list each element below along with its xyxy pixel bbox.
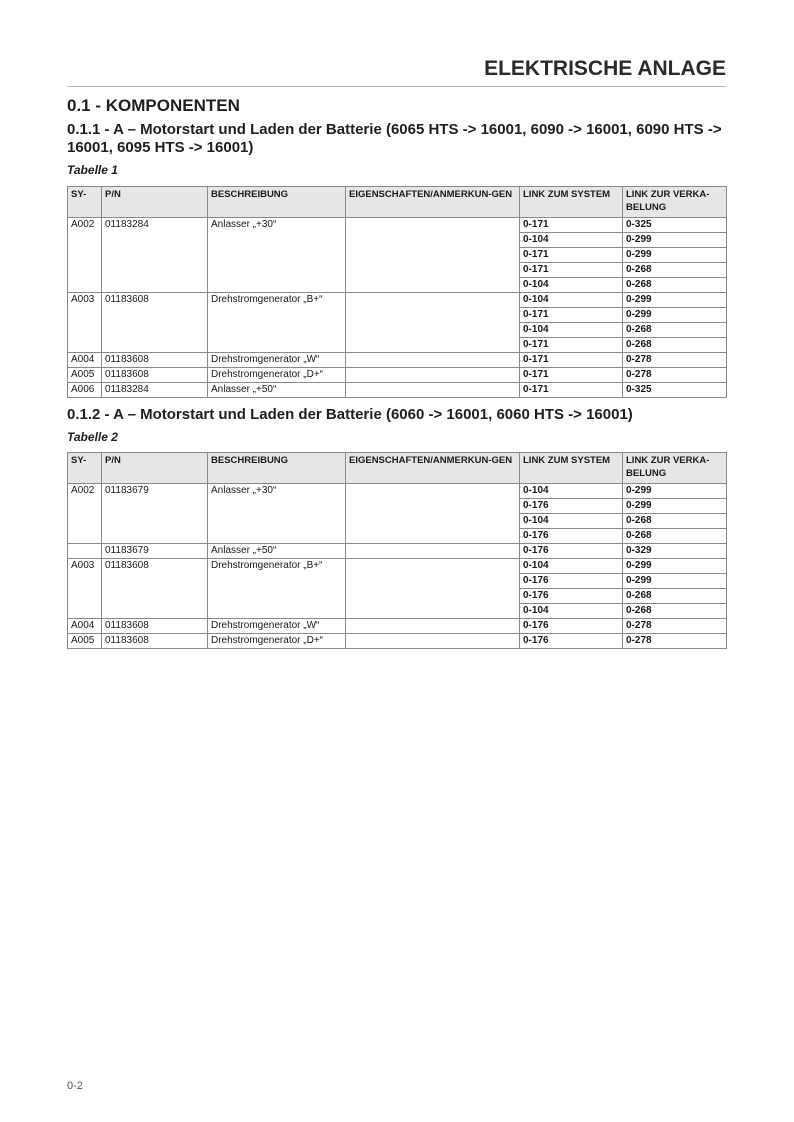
col-header-properties: EIGENSCHAFTEN/ANMERKUN-GEN (346, 453, 520, 484)
cell-sy: A002 (68, 218, 102, 233)
cell-sy (68, 604, 102, 619)
table-row (68, 248, 727, 263)
cell-properties (346, 499, 520, 514)
cell-link-system: 0-171 (520, 218, 623, 233)
cell-link-system: 0-176 (520, 544, 623, 559)
cell-properties (346, 233, 520, 248)
cell-link-wiring: 0-268 (623, 589, 727, 604)
cell-properties (346, 529, 520, 544)
cell-description: Anlasser „+50“ (208, 383, 346, 398)
cell-sy (68, 278, 102, 293)
cell-pn (102, 338, 208, 353)
cell-properties (346, 514, 520, 529)
cell-pn: 01183608 (102, 368, 208, 383)
table-row (68, 293, 727, 308)
cell-link-system: 0-171 (520, 353, 623, 368)
cell-description (208, 248, 346, 263)
cell-link-wiring: 0-299 (623, 499, 727, 514)
table-row (68, 368, 727, 383)
table-row (68, 233, 727, 248)
cell-link-wiring: 0-299 (623, 574, 727, 589)
cell-pn (102, 589, 208, 604)
cell-properties (346, 323, 520, 338)
cell-link-system: 0-171 (520, 383, 623, 398)
table-row (68, 383, 727, 398)
subsection-2-title: 0.1.2 - A – Motorstart und Laden der Batterie (6060 -> 16001, 6060 HTS -> 16001) (67, 406, 633, 423)
cell-link-wiring: 0-278 (623, 619, 727, 634)
cell-sy (68, 263, 102, 278)
table-row (68, 604, 727, 619)
cell-description: Anlasser „+30“ (208, 484, 346, 499)
table-row (68, 574, 727, 589)
cell-sy: A006 (68, 383, 102, 398)
cell-description: Drehstromgenerator „B+“ (208, 293, 346, 308)
cell-pn: 01183608 (102, 634, 208, 649)
cell-link-system: 0-171 (520, 308, 623, 323)
cell-pn: 01183608 (102, 353, 208, 368)
cell-sy (68, 338, 102, 353)
cell-sy: A004 (68, 353, 102, 368)
cell-sy (68, 323, 102, 338)
cell-properties (346, 308, 520, 323)
cell-sy (68, 589, 102, 604)
table-1-caption: Tabelle 1 (67, 163, 118, 177)
cell-description: Drehstromgenerator „W“ (208, 619, 346, 634)
cell-pn (102, 529, 208, 544)
cell-link-system: 0-176 (520, 529, 623, 544)
table-row (68, 544, 727, 559)
cell-properties (346, 589, 520, 604)
cell-link-wiring: 0-268 (623, 323, 727, 338)
cell-properties (346, 278, 520, 293)
cell-pn (102, 323, 208, 338)
cell-link-wiring: 0-278 (623, 353, 727, 368)
table-row (68, 218, 727, 233)
cell-sy: A003 (68, 293, 102, 308)
cell-pn (102, 604, 208, 619)
cell-link-system: 0-104 (520, 604, 623, 619)
cell-description (208, 574, 346, 589)
cell-link-wiring: 0-299 (623, 293, 727, 308)
cell-description: Anlasser „+30“ (208, 218, 346, 233)
cell-link-system: 0-176 (520, 574, 623, 589)
cell-sy: A005 (68, 634, 102, 649)
cell-properties (346, 263, 520, 278)
cell-link-system: 0-171 (520, 338, 623, 353)
cell-sy (68, 308, 102, 323)
page-number: 0-2 (67, 1080, 83, 1092)
cell-link-system: 0-104 (520, 323, 623, 338)
cell-link-system: 0-171 (520, 368, 623, 383)
table-row (68, 338, 727, 353)
cell-properties (346, 293, 520, 308)
cell-pn: 01183608 (102, 559, 208, 574)
cell-link-system: 0-104 (520, 559, 623, 574)
components-table-1 (67, 186, 727, 398)
cell-link-wiring: 0-299 (623, 308, 727, 323)
cell-link-wiring: 0-278 (623, 368, 727, 383)
cell-pn (102, 233, 208, 248)
cell-link-system: 0-171 (520, 248, 623, 263)
cell-description: Drehstromgenerator „D+“ (208, 634, 346, 649)
col-header-link-wiring: LINK ZUR VERKA-BELUNG (623, 453, 727, 484)
cell-description: Drehstromgenerator „W“ (208, 353, 346, 368)
subsection-1-title: 0.1.1 - A – Motorstart und Laden der Batterie (6065 HTS -> 16001, 6090 -> 16001, 6090 HTS -> 16001, 6095 HTS -> 16001) (67, 121, 722, 156)
cell-sy: A005 (68, 368, 102, 383)
cell-description (208, 233, 346, 248)
cell-sy (68, 514, 102, 529)
cell-properties (346, 353, 520, 368)
cell-pn: 01183608 (102, 293, 208, 308)
cell-properties (346, 383, 520, 398)
col-header-description: BESCHREIBUNG (208, 187, 346, 218)
cell-link-wiring: 0-299 (623, 233, 727, 248)
table-2-caption: Tabelle 2 (67, 430, 118, 444)
cell-sy (68, 499, 102, 514)
cell-link-system: 0-176 (520, 589, 623, 604)
cell-description (208, 514, 346, 529)
col-header-description: BESCHREIBUNG (208, 453, 346, 484)
cell-description: Drehstromgenerator „D+“ (208, 368, 346, 383)
cell-properties (346, 248, 520, 263)
col-header-pn: P/N (102, 453, 208, 484)
col-header-link-system: LINK ZUM SYSTEM (520, 453, 623, 484)
page-header-title: ELEKTRISCHE ANLAGE (67, 57, 726, 87)
cell-description (208, 323, 346, 338)
table-row (68, 589, 727, 604)
col-header-properties: EIGENSCHAFTEN/ANMERKUN-GEN (346, 187, 520, 218)
table-header-row (68, 187, 727, 218)
col-header-link-wiring: LINK ZUR VERKA-BELUNG (623, 187, 727, 218)
cell-link-wiring: 0-268 (623, 604, 727, 619)
cell-link-system: 0-176 (520, 499, 623, 514)
cell-link-wiring: 0-299 (623, 559, 727, 574)
cell-pn (102, 248, 208, 263)
cell-pn (102, 278, 208, 293)
cell-properties (346, 484, 520, 499)
table-row (68, 278, 727, 293)
col-header-sy: SY- (68, 453, 102, 484)
cell-sy (68, 248, 102, 263)
table-row (68, 634, 727, 649)
cell-description (208, 604, 346, 619)
cell-sy: A004 (68, 619, 102, 634)
table-row (68, 353, 727, 368)
cell-pn: 01183679 (102, 544, 208, 559)
cell-sy: A003 (68, 559, 102, 574)
cell-properties (346, 574, 520, 589)
cell-pn (102, 263, 208, 278)
cell-link-wiring: 0-268 (623, 263, 727, 278)
cell-link-wiring: 0-299 (623, 248, 727, 263)
cell-properties (346, 338, 520, 353)
col-header-pn: P/N (102, 187, 208, 218)
cell-pn (102, 308, 208, 323)
cell-link-wiring: 0-278 (623, 634, 727, 649)
table-row (68, 263, 727, 278)
cell-description (208, 278, 346, 293)
table-row (68, 619, 727, 634)
cell-link-wiring: 0-329 (623, 544, 727, 559)
section-title: 0.1 - KOMPONENTEN (67, 96, 240, 115)
cell-description (208, 263, 346, 278)
cell-pn: 01183284 (102, 218, 208, 233)
cell-link-system: 0-176 (520, 634, 623, 649)
col-header-link-system: LINK ZUM SYSTEM (520, 187, 623, 218)
cell-link-wiring: 0-325 (623, 218, 727, 233)
cell-sy (68, 233, 102, 248)
cell-link-system: 0-171 (520, 263, 623, 278)
cell-link-system: 0-104 (520, 278, 623, 293)
components-table-2 (67, 452, 727, 649)
table-row (68, 308, 727, 323)
cell-link-wiring: 0-268 (623, 338, 727, 353)
cell-pn: 01183608 (102, 619, 208, 634)
cell-properties (346, 218, 520, 233)
cell-link-system: 0-104 (520, 514, 623, 529)
cell-properties (346, 604, 520, 619)
cell-link-wiring: 0-268 (623, 514, 727, 529)
cell-pn (102, 574, 208, 589)
table-row (68, 499, 727, 514)
cell-link-wiring: 0-299 (623, 484, 727, 499)
cell-pn (102, 514, 208, 529)
cell-properties (346, 619, 520, 634)
cell-sy (68, 544, 102, 559)
cell-description (208, 529, 346, 544)
table-row (68, 514, 727, 529)
cell-sy: A002 (68, 484, 102, 499)
cell-link-system: 0-104 (520, 293, 623, 308)
table-row (68, 529, 727, 544)
col-header-sy: SY- (68, 187, 102, 218)
cell-description: Anlasser „+50“ (208, 544, 346, 559)
table-row (68, 484, 727, 499)
table-header-row (68, 453, 727, 484)
cell-description: Drehstromgenerator „B+“ (208, 559, 346, 574)
cell-link-wiring: 0-325 (623, 383, 727, 398)
cell-sy (68, 529, 102, 544)
cell-properties (346, 368, 520, 383)
cell-description (208, 338, 346, 353)
cell-pn (102, 499, 208, 514)
table-row (68, 323, 727, 338)
cell-description (208, 499, 346, 514)
cell-description (208, 308, 346, 323)
cell-link-system: 0-104 (520, 233, 623, 248)
cell-pn: 01183284 (102, 383, 208, 398)
cell-properties (346, 559, 520, 574)
cell-pn: 01183679 (102, 484, 208, 499)
cell-link-wiring: 0-268 (623, 529, 727, 544)
cell-sy (68, 574, 102, 589)
cell-properties (346, 544, 520, 559)
cell-properties (346, 634, 520, 649)
cell-link-wiring: 0-268 (623, 278, 727, 293)
table-row (68, 559, 727, 574)
cell-link-system: 0-104 (520, 484, 623, 499)
cell-description (208, 589, 346, 604)
cell-link-system: 0-176 (520, 619, 623, 634)
